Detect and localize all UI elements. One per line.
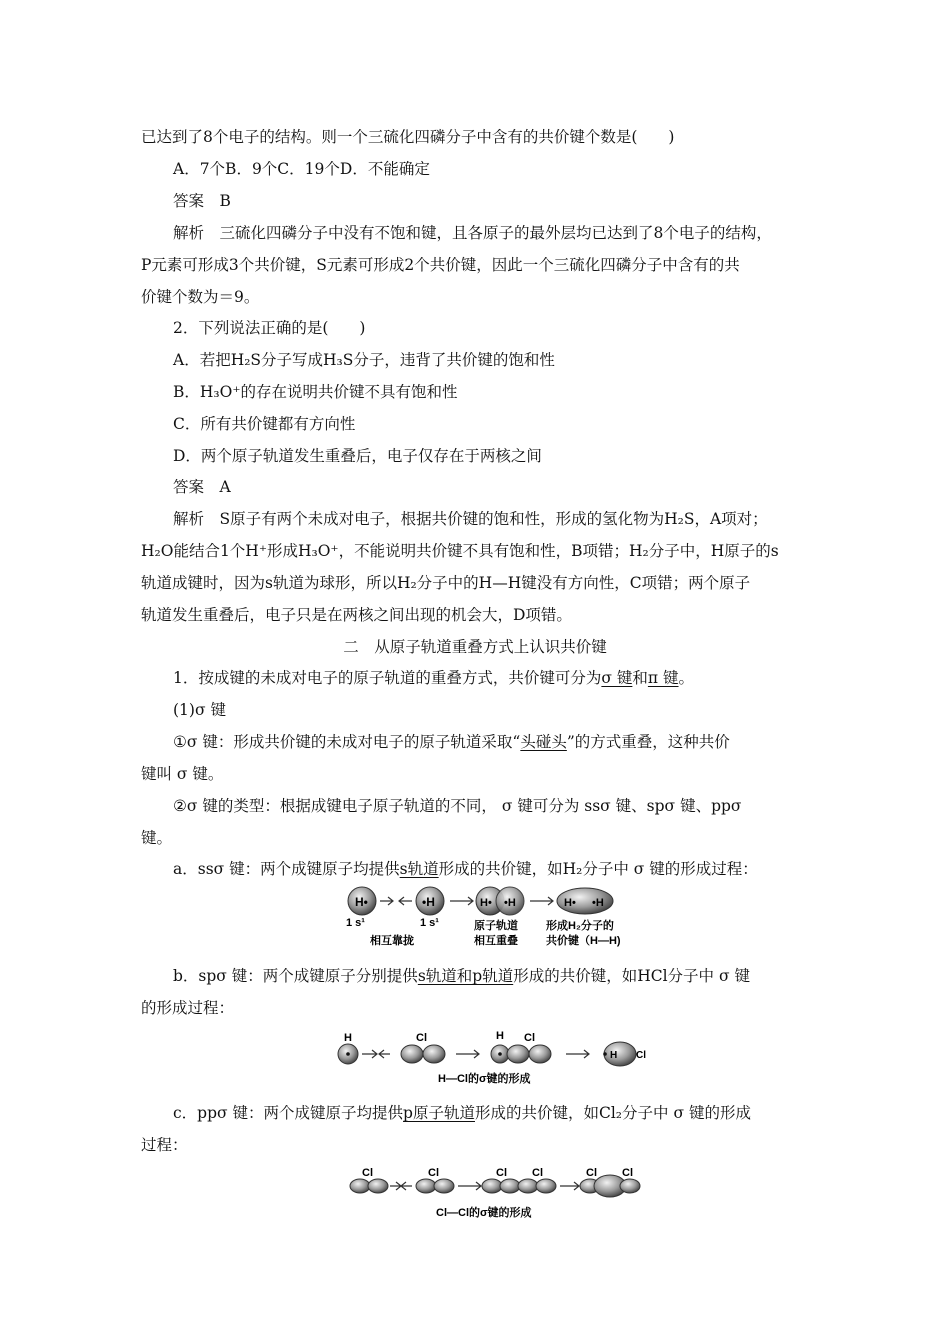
ss-sigma-paragraph: a．ssσ 键：两个成键原子均提供s轨道形成的共价键，如H₂分子中 σ 键的形成过程： — [173, 860, 758, 878]
cl-p-orbital-lobe — [507, 1045, 529, 1063]
cl-p-orbital-lobe — [401, 1045, 423, 1063]
q2-option-c: C．所有共价键都有方向性 — [173, 415, 356, 433]
cl2-label-2: Cl — [428, 1167, 439, 1179]
q2-stem: 2．下列说法正确的是( ) — [173, 319, 366, 337]
cl-p-orbital-lobe — [536, 1179, 556, 1193]
overlap-h-right: •H — [504, 897, 516, 909]
q1-stem-tail: 已达到了8个电子的结构。则一个三硫化四磷分子中含有的共价键个数是( ) — [141, 128, 675, 146]
head-to-head-underlined: 头碰头 — [520, 733, 567, 751]
sp-sigma-paragraph: b．spσ 键：两个成键原子分别提供s轨道和p轨道形成的共价键，如HCl分子中 σ 键 — [173, 967, 750, 985]
cl-p-orbital-lobe — [434, 1179, 454, 1193]
section-paragraph-1: 1．按成键的未成对电子的原子轨道的重叠方式，共价键可分为σ 键和π 键。 — [173, 669, 695, 687]
cl2-label-1: Cl — [362, 1167, 373, 1179]
cl2-label-3: Cl — [496, 1167, 507, 1179]
sigma-definition: ①σ 键：形成共价键的未成对电子的原子轨道采取“头碰头”的方式重叠，这种共价 — [173, 733, 730, 751]
overlap-label-1: 原子轨道 — [474, 920, 518, 932]
cl2-sigma-figure — [346, 1162, 646, 1224]
section-title: 二 从原子轨道重叠方式上认识共价键 — [343, 638, 607, 656]
cl-p-orbital-lobe — [518, 1179, 538, 1193]
arrow-right-icon — [530, 897, 553, 905]
bond-h-right: •H — [592, 897, 604, 909]
bond-label-2: 共价键（H—H) — [546, 935, 621, 947]
arrow-right-icon — [456, 1050, 479, 1058]
cl-p-orbital-lobe — [423, 1045, 445, 1063]
sp-sigma-paragraph-cont: 的形成过程： — [141, 999, 235, 1017]
arrow-right-icon — [566, 1050, 589, 1058]
cl-p-orbital-lobe — [482, 1179, 502, 1193]
cl-p-orbital-lobe — [529, 1045, 551, 1063]
hcl-h-label-3: H — [610, 1050, 618, 1061]
hcl-cl-label-3: Cl — [636, 1050, 646, 1061]
cl-p-orbital-lobe — [368, 1179, 388, 1193]
cl-p-orbital-lobe — [416, 1179, 436, 1193]
hcl-h-label-1: H — [344, 1032, 352, 1044]
s1-label-right: 1 s¹ — [420, 917, 439, 929]
q1-analysis-line-3: 价键个数为＝9。 — [141, 288, 260, 306]
electron-dot — [498, 1052, 502, 1056]
sigma-bond-underlined: σ 键 — [601, 669, 633, 687]
electron-dot — [603, 1052, 607, 1056]
sigma-heading: (1)σ 键 — [173, 701, 226, 719]
electron-dot — [346, 1052, 350, 1056]
arrow-left-icon — [401, 1182, 412, 1190]
q2-option-a: A．若把H₂S分子写成H₃S分子，违背了共价键的饱和性 — [173, 351, 555, 369]
s-and-p-orbital-underlined: s轨道和p轨道 — [417, 967, 514, 985]
cl2-label-4: Cl — [532, 1167, 543, 1179]
s-orbital-underlined: s轨道 — [399, 860, 439, 878]
h-dot-right: •H — [422, 895, 435, 909]
cl-p-orbital-lobe — [500, 1179, 520, 1193]
hcl-caption: H—Cl的σ键的形成 — [438, 1073, 531, 1085]
h2-sigma-figure — [340, 884, 640, 954]
bond-label-1: 形成H₂分子的 — [546, 920, 614, 932]
hcl-cl-label-2: Cl — [524, 1032, 535, 1044]
q2-analysis-line-2: H₂O能结合1个H⁺形成H₃O⁺，不能说明共价键不具有饱和性，B项错；H₂分子中，H原子的s — [141, 542, 779, 560]
hcl-h-label-2: H — [496, 1030, 504, 1042]
q2-analysis-line-1: 解析 S原子有两个未成对电子，根据共价键的饱和性，形成的氢化物为H₂S，A项对； — [173, 510, 768, 528]
s1-label-left: 1 s¹ — [346, 917, 365, 929]
q2-option-b: B．H₃O⁺的存在说明共价键不具有饱和性 — [173, 383, 458, 401]
arrow-left-icon — [399, 897, 412, 905]
q1-answer: 答案 B — [173, 192, 231, 210]
q1-options: A．7个B．9个C．19个D．不能确定 — [173, 160, 430, 178]
q2-analysis-line-3: 轨道成键时，因为s轨道为球形，所以H₂分子中的H—H键没有方向性，C项错；两个原子 — [141, 574, 751, 592]
q1-analysis-line-1: 解析 三硫化四磷分子中没有不饱和键，且各原子的最外层均已达到了8个电子的结构， — [173, 224, 772, 242]
bond-h-left: H• — [564, 897, 576, 909]
arrow-right-icon — [560, 1182, 579, 1190]
approach-label: 相互靠拢 — [370, 935, 414, 947]
arrow-right-icon — [362, 1050, 377, 1058]
arrow-right-icon — [458, 1182, 481, 1190]
pp-sigma-paragraph: c．ppσ 键：两个成键原子均提供p原子轨道形成的共价键，如Cl₂分子中 σ 键的形成 — [173, 1104, 751, 1122]
sigma-types-line-1: ②σ 键的类型：根据成键电子原子轨道的不同， σ 键可分为 ssσ 键、spσ 键、ppσ — [173, 797, 742, 815]
overlap-h-left: H• — [480, 897, 492, 909]
cl-p-orbital-lobe — [350, 1179, 370, 1193]
p-orbital-underlined: p原子轨道 — [403, 1104, 475, 1122]
arrow-left-icon — [379, 1050, 390, 1058]
q2-answer: 答案 A — [173, 478, 231, 496]
arrow-right-icon — [380, 897, 393, 905]
arrow-right-icon — [390, 1182, 401, 1190]
hcl-cl-label-1: Cl — [416, 1032, 427, 1044]
hcl-sigma-figure — [334, 1027, 654, 1089]
hcl-molecular-orbital — [604, 1042, 636, 1066]
q1-analysis-line-2: P元素可形成3个共价键，S元素可形成2个共价键，因此一个三硫化四磷分子中含有的共 — [141, 256, 740, 274]
arrow-right-icon — [450, 897, 473, 905]
cl2-label-6: Cl — [622, 1167, 633, 1179]
sigma-types-line-2: 键。 — [141, 829, 173, 847]
h-dot-left: H• — [355, 895, 368, 909]
overlap-label-2: 相互重叠 — [474, 935, 518, 947]
pp-sigma-paragraph-cont: 过程： — [141, 1136, 188, 1154]
q2-option-d: D．两个原子轨道发生重叠后，电子仅存在于两核之间 — [173, 447, 542, 465]
sigma-definition-cont: 键叫 σ 键。 — [141, 765, 224, 783]
cl-p-orbital-lobe — [620, 1179, 640, 1193]
pi-bond-underlined: π 键 — [647, 669, 679, 687]
q2-analysis-line-4: 轨道发生重叠后，电子只是在两核之间出现的机会大，D项错。 — [141, 606, 572, 624]
cl2-label-5: Cl — [586, 1167, 597, 1179]
cl2-caption: Cl—Cl的σ键的形成 — [436, 1207, 532, 1219]
